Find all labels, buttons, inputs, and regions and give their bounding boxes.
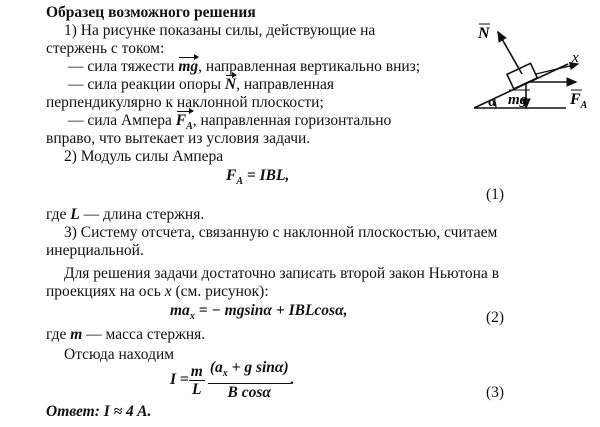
label-n: N — [478, 25, 490, 42]
text-line-7: вправо, что вытекает из условия задачи. — [46, 130, 311, 147]
label-fa: $F_A$ — [570, 91, 588, 111]
label-x: x — [572, 50, 579, 66]
text-line-16: где m — масса стержня. — [46, 326, 206, 343]
text-line-2: стержень с током: — [46, 40, 165, 57]
equation-3-number: (3) — [486, 384, 505, 401]
text-normal-rest: , направленная — [236, 76, 335, 93]
text-ampere-rest: , направленная горизонтально — [192, 112, 392, 129]
fraction-m-over-l: $\frac{m}{L}$ — [190, 362, 203, 398]
equation-3: I = $\frac{m}{L}$ $\frac{(a_x + g \sin\alpha)}{\text{B cosα}}$ . — [170, 359, 295, 401]
equation-2-number: (2) — [486, 309, 505, 326]
text-line-17: Отсюда находим — [64, 346, 175, 363]
equation-2: $ma_x$ = − mgsinα + IBLcosα, — [170, 302, 348, 323]
vector-mg: mg — [178, 58, 199, 75]
answer-label: Ответ: — [46, 403, 100, 420]
text-gravity-rest: , направленная вертикально вниз; — [198, 58, 421, 75]
text-line-3 — [68, 58, 420, 76]
equation-1: $F_A$ = IBL, — [226, 167, 290, 188]
text-ampere-intro: — сила Ампера — [68, 112, 176, 129]
text-line-11: 3) Систему отсчета, связанную с наклонной плоскостью, считаем — [64, 224, 498, 241]
label-alpha: α — [488, 95, 496, 110]
text-line-4 — [68, 76, 334, 94]
equation-1-number: (1) — [486, 186, 505, 203]
vector-fa: $F_A$ — [176, 112, 193, 136]
text-line-8: 2) Модуль силы Ампера — [64, 148, 224, 165]
solution-title: Образец возможного решения — [46, 4, 256, 21]
text-line-1: 1) На рисунке показаны силы, действующие на — [64, 22, 376, 39]
text-line-13: Для решения задачи достаточно записать второй закон Ньютона в — [64, 265, 500, 282]
text-line-5: перпендикулярно к наклонной плоскости; — [46, 94, 324, 111]
answer — [46, 403, 151, 421]
answer-value: I ≈ 4 A. — [99, 403, 152, 420]
text-normal-intro: — сила реакции опоры — [68, 76, 225, 93]
force-diagram — [456, 4, 596, 114]
fraction-acceleration: $\frac{(a_x + g \sin\alpha)}{\text{B cosα}}$ — [209, 359, 289, 401]
text-line-12: инерциальной. — [46, 242, 144, 259]
vector-n: N — [224, 76, 237, 93]
text-gravity-intro: — сила тяжести — [68, 58, 179, 75]
rod-block — [507, 63, 537, 88]
text-line-14: проекциях на ось x (см. рисунок): — [46, 283, 269, 300]
text-line-10: где L — длина стержня. — [46, 206, 205, 223]
normal-force-arrow — [498, 32, 522, 74]
label-mg: mg — [508, 92, 528, 108]
